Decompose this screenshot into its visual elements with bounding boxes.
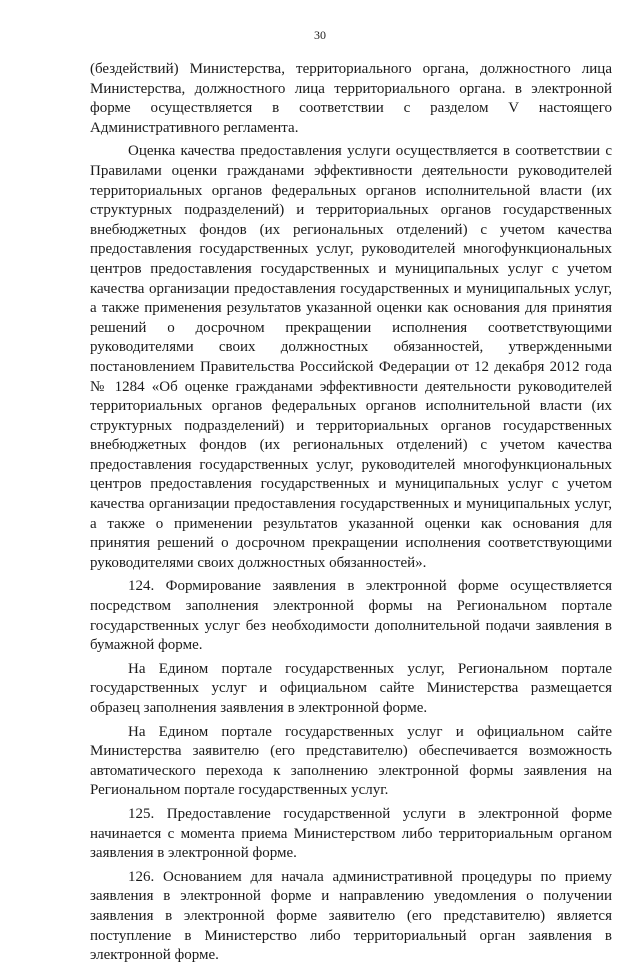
paragraph-126: 126. Основанием для начала административной процедуры по приему заявления в электронной форме и направлению уведомления о получении заявления в электронной форме заявителю (его представителю) является поступление в Министерство либо территориальный орган заявления в электронной форме. bbox=[90, 868, 612, 964]
page-number: 30 bbox=[314, 28, 326, 42]
paragraph-125: 125. Предоставление государственной услуги в электронной форме начинается с момента приема Министерством либо территориальным органом заявления в электронной форме. bbox=[90, 805, 612, 862]
paragraph-124: 124. Формирование заявления в электронной форме осуществляется посредством заполнения электронной формы на Региональном портале государственных услуг без необходимости дополнительной подачи заявления в бумажной форме. bbox=[90, 578, 612, 654]
paragraph-quality-assessment: Оценка качества предоставления услуги осуществляется в соответствии с Правилами оценки гражданами эффективности деятельности руководителей территориальных органов федеральных органов исполнительной власти (их структурных подразделений) и территориальных органов государственных внебюджетных фондов (их региональных отделений) с учетом качества предоставления государственных услуг, руководителей многофункциональных центров предоставления государственных и муниципальных услуг с учетом качества организации предоставления государственных и муниципальных услуг, а также применения результатов указанной оценки как основания для принятия решений о досрочном прекращении исполнения соответствующими руководителями своих должностных обязанностей, утвержденными постановлением Правительства Российской Федерации от 12 декабря 2012 года № 1284 «Об оценке гражданами эффективности деятельности руководителей территориальных органов федеральных органов исполнительной власти (их структурных подразделений) и территориальных органов государственных внебюджетных фондов (их региональных отделений) с учетом качества предоставления государственных услуг, руководителей многофункциональных центров предоставления государственных и муниципальных услуг с учетом качества организации предоставления государственных и муниципальных услуг, а также о применении результатов указанной оценки как основания для принятия решений о досрочном прекращении исполнения соответствующими руководителями своих должностных обязанностей». bbox=[90, 143, 612, 571]
paragraph-continuation: (бездействий) Министерства, территориального органа, должностного лица Министерства, должностного лица территориального органа. в электронной форме осуществляется в соответствии с разделом V настоящего Административного регламента. bbox=[90, 61, 612, 136]
paragraph-auto-transition: На Едином портале государственных услуг и официальном сайте Министерства заявителю (его представителю) обеспечивается возможность автоматического перехода к заполнению электронной формы заявления на Региональном портале государственных услуг. bbox=[90, 723, 612, 799]
paragraph-sample-form: На Едином портале государственных услуг, Региональном портале государственных услуг и официальном сайте Министерства размещается образец заполнения заявления в электронной форме. bbox=[90, 660, 612, 716]
document-body bbox=[90, 60, 612, 970]
